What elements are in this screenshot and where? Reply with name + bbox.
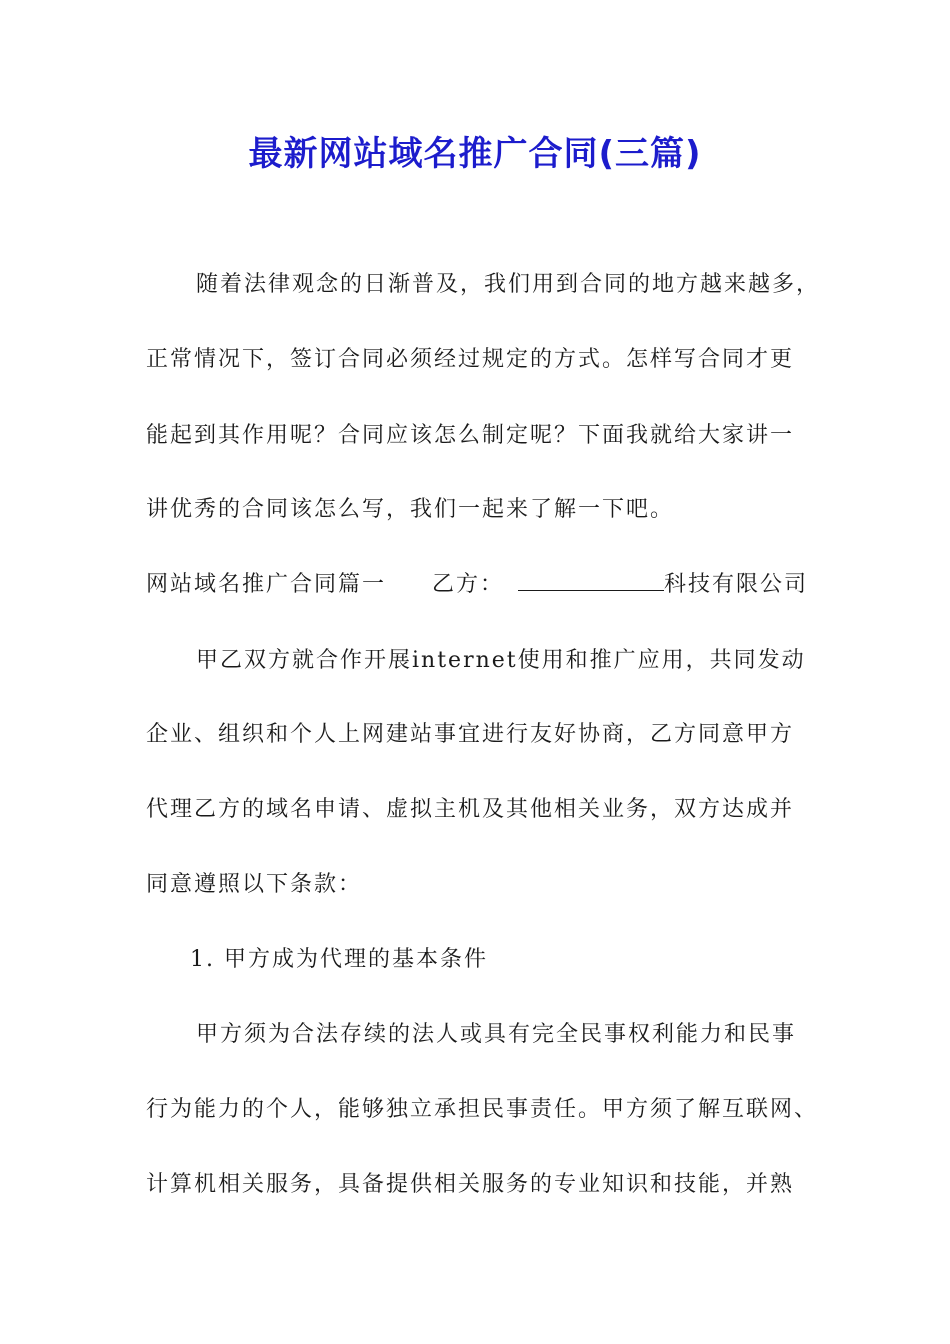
intro-line-4: 讲优秀的合同该怎么写，我们一起来了解一下吧。 xyxy=(146,497,675,522)
para1-line-1: 甲乙双方就合作开展internet使用和推广应用，共同发动 xyxy=(196,648,806,673)
para2-line-1: 甲方须为合法存续的法人或具有完全民事权利能力和民事 xyxy=(196,1022,797,1047)
party-label: 乙方： xyxy=(432,572,505,597)
para1-line-4: 同意遵照以下条款： xyxy=(146,872,363,897)
para1-line-3: 代理乙方的域名申请、虚拟主机及其他相关业务，双方达成并 xyxy=(146,797,795,822)
para2-line-3: 计算机相关服务，具备提供相关服务的专业知识和技能，并熟 xyxy=(146,1172,795,1197)
para2-line-2: 行为能力的个人，能够独立承担民事责任。甲方须了解互联网、 xyxy=(146,1097,819,1122)
intro-line-3: 能起到其作用呢？合同应该怎么制定呢？下面我就给大家讲一 xyxy=(146,423,795,448)
para1-line-2: 企业、组织和个人上网建站事宜进行友好协商，乙方同意甲方 xyxy=(146,722,795,747)
party-name-blank xyxy=(518,570,664,591)
section-heading-line xyxy=(146,570,808,600)
clause1-heading: 1. 甲方成为代理的基本条件 xyxy=(190,947,488,972)
document-title: 最新网站域名推广合同(三篇) xyxy=(248,134,702,174)
party-suffix: 科技有限公司 xyxy=(664,572,809,597)
intro-line-2: 正常情况下，签订合同必须经过规定的方式。怎样写合同才更 xyxy=(146,347,795,372)
section-heading: 网站域名推广合同篇一 xyxy=(146,572,387,597)
intro-line-1: 随着法律观念的日渐普及，我们用到合同的地方越来越多， xyxy=(196,272,821,297)
